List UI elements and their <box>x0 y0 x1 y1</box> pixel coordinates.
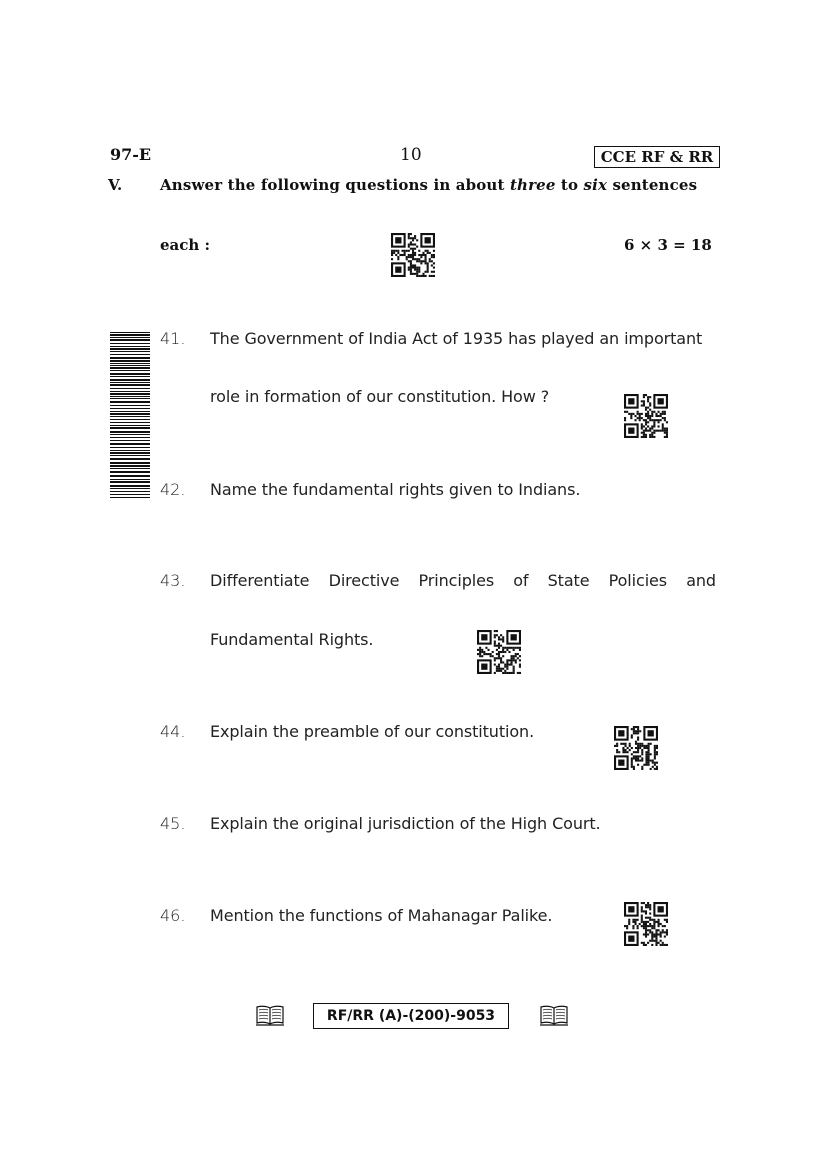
question-45-text: Explain the original jurisdiction of the High Court. <box>210 814 601 833</box>
section-instruction <box>160 176 697 194</box>
q43-word: Policies <box>608 571 668 590</box>
question-45-number: 45. <box>160 814 186 833</box>
q43-word: and <box>686 571 716 590</box>
q43-word: Differentiate <box>210 571 310 590</box>
open-book-icon <box>539 1004 569 1026</box>
q43-word: Principles <box>418 571 495 590</box>
question-41-text-line1: The Government of India Act of 1935 has played an important <box>210 329 703 348</box>
question-43-text-line2: Fundamental Rights. <box>210 630 374 649</box>
question-42-text: Name the fundamental rights given to Indians. <box>210 480 581 499</box>
instruction-italic-three: three <box>509 176 556 194</box>
qr-code-icon <box>624 394 668 438</box>
q43-word: Directive <box>328 571 400 590</box>
question-42-number: 42. <box>160 480 186 499</box>
question-41-number: 41. <box>160 329 186 348</box>
section-marks: 6 × 3 = 18 <box>624 236 712 254</box>
q43-word: of <box>513 571 529 590</box>
question-43-text-line1 <box>210 571 716 590</box>
qr-code-icon <box>614 726 658 770</box>
exam-type-box: CCE RF & RR <box>594 146 720 168</box>
section-label: V. <box>108 176 123 194</box>
q43-word: State <box>547 571 590 590</box>
instruction-continuation: each : <box>160 236 211 254</box>
open-book-icon <box>255 1004 285 1026</box>
instruction-part3: sentences <box>612 176 698 194</box>
question-44-number: 44. <box>160 722 186 741</box>
question-41-text-line2: role in formation of our constitution. How ? <box>210 387 550 406</box>
instruction-part1: Answer the following questions in about <box>160 176 505 194</box>
question-46-number: 46. <box>160 906 186 925</box>
footer-code-box: RF/RR (A)-(200)-9053 <box>313 1003 509 1029</box>
question-46-text: Mention the functions of Mahanagar Palike. <box>210 906 553 925</box>
paper-code: 97-E <box>110 145 152 164</box>
qr-code-icon <box>391 233 435 277</box>
question-43-number: 43. <box>160 571 186 590</box>
instruction-italic-six: six <box>583 176 608 194</box>
question-44-text: Explain the preamble of our constitution. <box>210 722 535 741</box>
qr-code-icon <box>477 630 521 674</box>
qr-code-icon <box>624 902 668 946</box>
instruction-part2: to <box>560 176 579 194</box>
barcode-icon <box>110 332 150 500</box>
page-number: 10 <box>400 145 422 165</box>
